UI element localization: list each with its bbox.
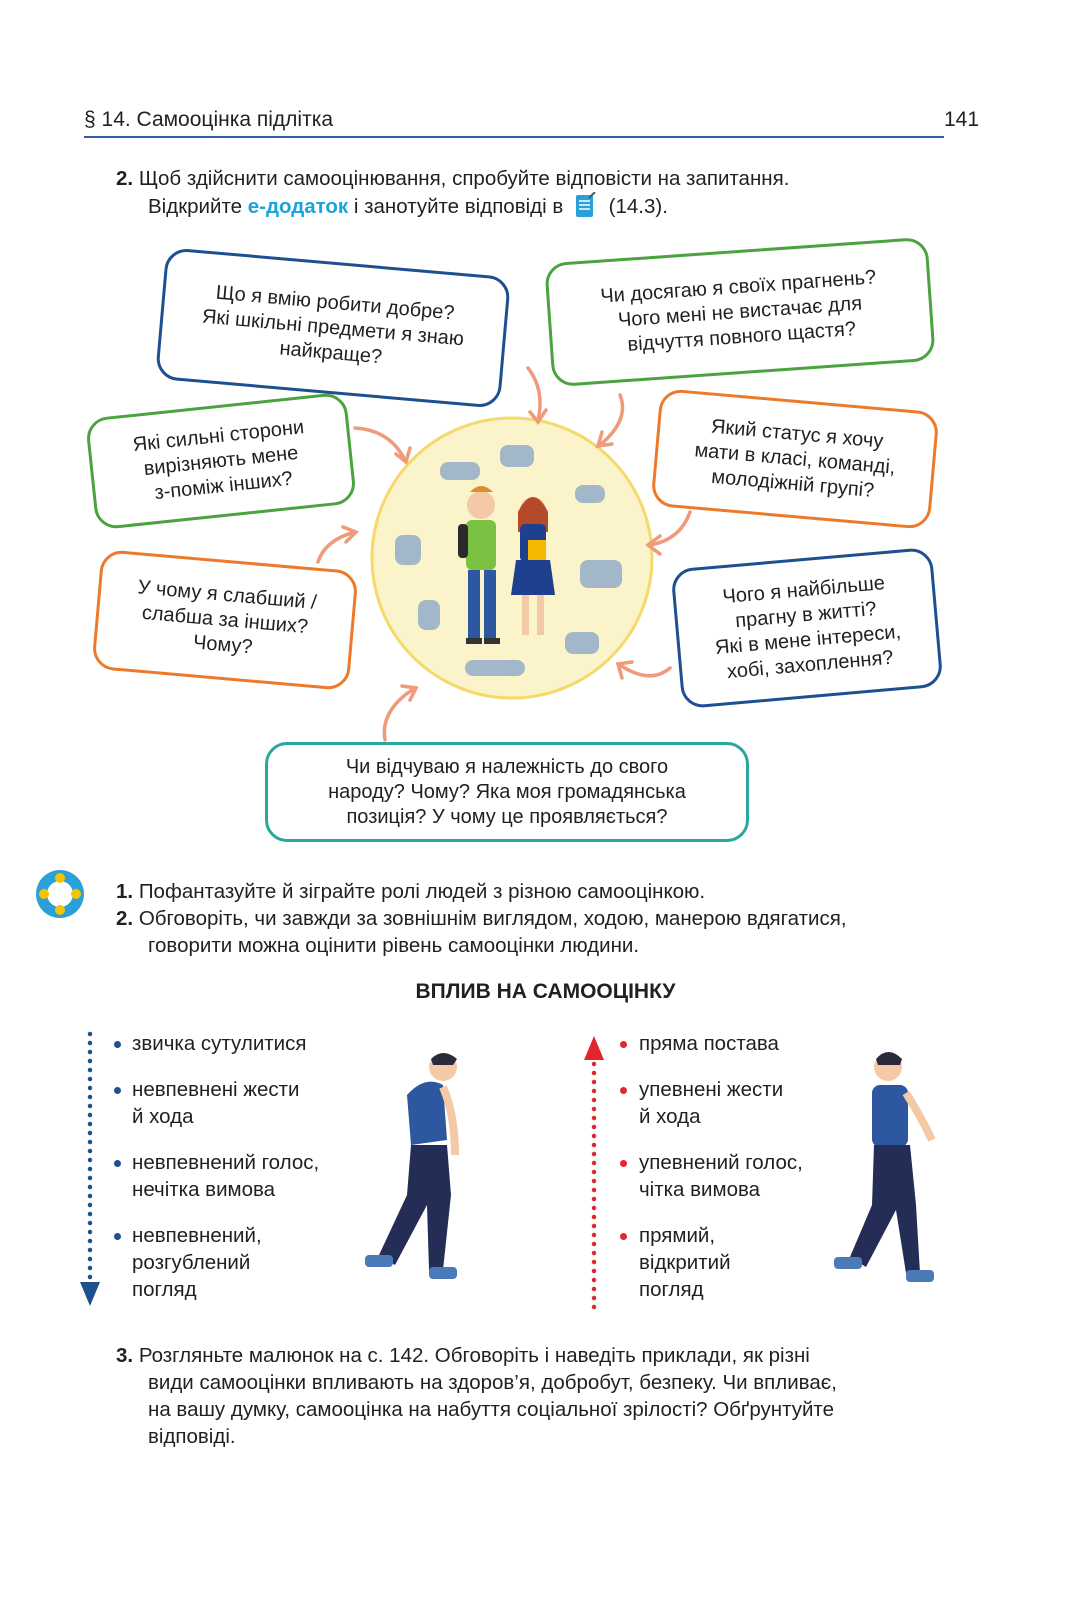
task-3-line2: види самооцінки впливають на здоров’я, добробут, безпеку. Чи впливає, [148,1371,837,1394]
e-addon-link[interactable]: е-додаток [247,195,349,218]
group-task-2-number: 2. [116,907,134,930]
section-title: ВПЛИВ НА САМООЦІНКУ [415,980,676,1003]
positive-item-4: прямий, відкритий погляд [639,1224,731,1301]
upright-man-figure [828,1045,948,1290]
task-2 [116,165,944,192]
task-3-line1: Розгляньте малюнок на с. 142. Обговоріть і наведіть приклади, як різні [138,1344,810,1367]
bullet-neg-1 [114,1041,121,1048]
task-2-line2 [148,192,948,220]
group-task-2-text: Обговоріть, чи завжди за зовнішнім виглядом, ходою, манерою вдягатися, [138,907,847,930]
task-3-number: 3. [116,1344,134,1367]
task-3 [116,1342,944,1369]
negative-item-1: звичка сутулитися [132,1032,307,1055]
task-2-number: 2. [116,167,134,190]
task-3-line4: відповіді. [148,1425,236,1448]
bullet-neg-2 [114,1087,121,1094]
header-rule [84,136,944,138]
task-2-line2-pre: Відкрийте [148,195,248,218]
bullet-pos-2 [620,1087,627,1094]
bubble-weakness [91,549,358,691]
bubble-skills-text: Що я вмію робити добре? Які шкільні предмети я знаю найкраще? [201,281,465,368]
bubble-status-text: Який статус я хочу мати в класі, команді, молодіжній групі? [693,415,897,502]
page-number: 141 [944,108,980,131]
task-3-line3: на вашу думку, самооцінка на набуття соціальної зрілості? Обґрунтуйте [148,1398,834,1421]
bullet-pos-3 [620,1160,627,1167]
negative-item-3: невпевнений голос, нечітка вимова [132,1151,320,1201]
bubble-aspirations-text: Чи досягаю я своїх прагнень? Чого мені не вистачає для відчуття повного щастя? [599,265,877,356]
negative-item-4: невпевнений, розгублений погляд [132,1224,262,1301]
bubble-belonging-text: Чи відчуваю я належність до свого народу? Чому? Яка моя громадянська позиція? У чому це проявляється? [328,755,686,828]
negative-item-2: невпевнені жести й хода [132,1078,300,1128]
group-task-2 [116,905,956,932]
bubble-belonging [265,742,749,842]
group-task-2-cont: говорити можна оцінити рівень самооцінки людини. [148,934,640,957]
bubble-strengths-text: Які сильні сторони вирізняють мене з-поміж інших? [131,415,306,504]
bubble-life-goals [670,547,943,709]
group-task-1-text: Пофантазуйте й зіграйте ролі людей з різною самооцінкою. [138,880,706,903]
task-2-ref: (14.3). [608,195,668,218]
group-task-1-number: 1. [116,880,134,903]
bubble-weakness-text: У чому я слабший / слабша за інших? Чому? [136,575,318,658]
positive-item-2: упевнені жести й хода [639,1078,784,1128]
group-task-1 [116,878,956,905]
task-2-line2-post: і занотуйте відповіді в [348,195,564,218]
slouching-man-figure [355,1045,475,1290]
bullet-pos-4 [620,1233,627,1240]
page-header-title: § 14. Самооцінка підлітка [84,108,334,131]
bubble-life-goals-text: Чого я найбільше прагну в житті? Які в мене інтереси, хобі, захоплення? [714,572,902,684]
task-2-line1: Щоб здійснити самооцінювання, спробуйте відповісти на запитання. [138,167,790,190]
group-work-icon [34,868,86,920]
bullet-pos-1 [620,1041,627,1048]
positive-item-1: пряма постава [639,1032,779,1055]
bullet-neg-3 [114,1160,121,1167]
bullet-neg-4 [114,1233,121,1240]
up-arrow [582,1034,606,1312]
down-arrow [78,1030,102,1310]
positive-item-3: упевнений голос, чітка вимова [639,1151,803,1201]
bubble-status [650,388,939,530]
notebook-icon [575,192,597,218]
